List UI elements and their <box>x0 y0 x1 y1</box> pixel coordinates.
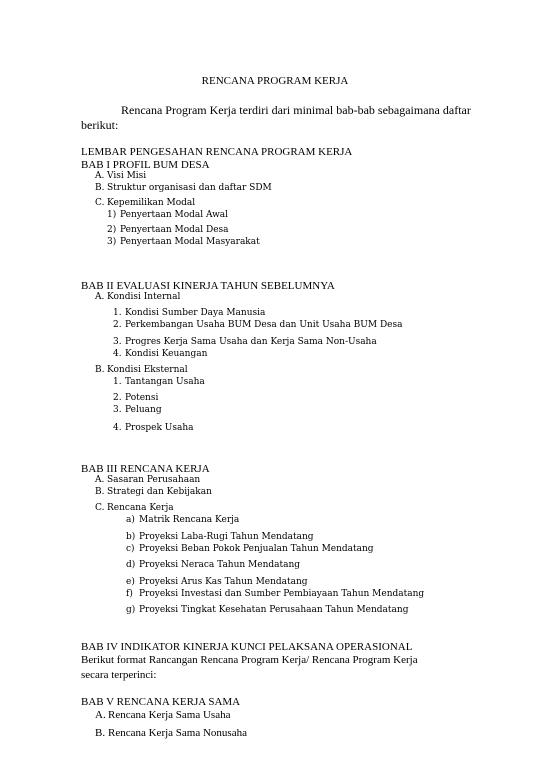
list-item: C. Rencana Kerja <box>95 503 174 513</box>
list-item: B. Kondisi Eksternal <box>95 365 188 375</box>
list-item: A. Visi Misi <box>95 171 147 181</box>
list-item: 3. Progres Kerja Sama Usaha dan Kerja Sama Non-Usaha <box>113 337 377 347</box>
list-item: A. Rencana Kerja Sama Usaha <box>95 709 231 721</box>
document-title: RENCANA PROGRAM KERJA <box>201 75 349 87</box>
bab-2-heading: BAB II EVALUASI KINERJA TAHUN SEBELUMNYA <box>81 280 335 292</box>
list-item: f) Proyeksi Investasi dan Sumber Pembiayaan Tahun Mendatang <box>126 589 425 599</box>
list-item: g) Proyeksi Tingkat Kesehatan Perusahaan Tahun Mendatang <box>126 605 409 615</box>
list-item: 4. Kondisi Keuangan <box>113 349 208 359</box>
bab-3-heading: BAB III RENCANA KERJA <box>81 463 210 475</box>
list-item: 1. Kondisi Sumber Daya Manusia <box>113 308 266 318</box>
intro-line-2: berikut: <box>81 118 119 132</box>
list-item: a) Matrik Rencana Kerja <box>126 515 240 525</box>
list-item: 2. Perkembangan Usaha BUM Desa dan Unit Usaha BUM Desa <box>113 320 403 330</box>
lembar-pengesahan-heading: LEMBAR PENGESAHAN RENCANA PROGRAM KERJA <box>81 146 353 158</box>
list-item: A. Sasaran Perusahaan <box>95 475 201 485</box>
bab-4-line-1: Berikut format Rancangan Rencana Program Kerja/ Rencana Program Kerja <box>81 654 418 666</box>
list-item: 3) Penyertaan Modal Masyarakat <box>107 237 260 247</box>
intro-line-1: Rencana Program Kerja terdiri dari minimal bab-bab sebagaimana daftar <box>121 103 471 117</box>
list-item: C. Kepemilikan Modal <box>95 198 196 208</box>
bab-4-heading: BAB IV INDIKATOR KINERJA KUNCI PELAKSANA OPERASIONAL <box>81 641 413 653</box>
list-item: B. Struktur organisasi dan daftar SDM <box>95 183 272 193</box>
list-item: A. Kondisi Internal <box>95 292 181 302</box>
list-item: 1) Penyertaan Modal Awal <box>107 210 229 220</box>
list-item: 4. Prospek Usaha <box>113 423 194 433</box>
list-item: c) Proyeksi Beban Pokok Penjualan Tahun Mendatang <box>126 544 374 554</box>
list-item: e) Proyeksi Arus Kas Tahun Mendatang <box>126 577 308 587</box>
list-item: d) Proyeksi Neraca Tahun Mendatang <box>126 560 301 570</box>
list-item: b) Proyeksi Laba-Rugi Tahun Mendatang <box>126 532 314 542</box>
list-item: 2. Potensi <box>113 393 159 403</box>
list-item: 3. Peluang <box>113 405 162 415</box>
list-item: B. Strategi dan Kebijakan <box>95 487 212 497</box>
bab-4-line-2: secara terperinci: <box>81 669 157 681</box>
list-item: 1. Tantangan Usaha <box>113 377 205 387</box>
list-item: 2) Penyertaan Modal Desa <box>107 225 229 235</box>
list-item: B. Rencana Kerja Sama Nonusaha <box>95 727 247 739</box>
bab-1-heading: BAB I PROFIL BUM DESA <box>81 159 210 171</box>
bab-5-heading: BAB V RENCANA KERJA SAMA <box>81 696 241 708</box>
